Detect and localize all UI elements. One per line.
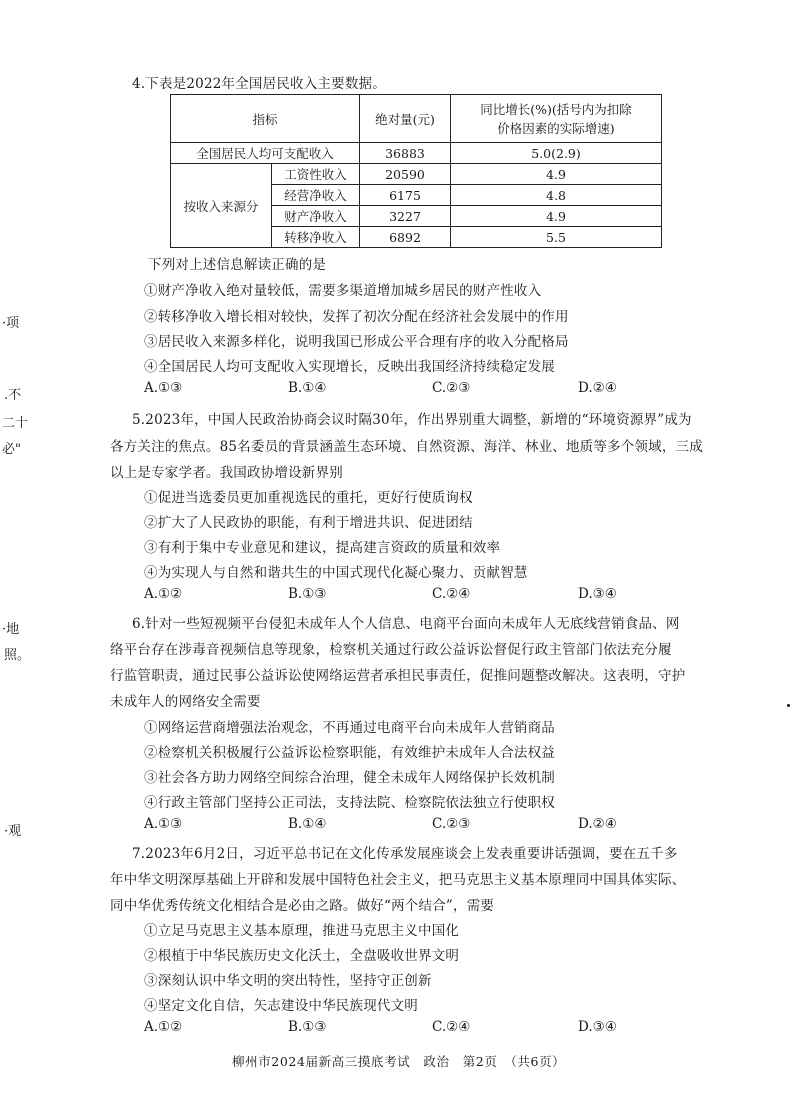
question-6-stem-line: 未成年人的网络安全需要 xyxy=(110,694,261,710)
question-5-item-2: ②扩大了人民政协的职能，有利于增进共识、促进团结 xyxy=(144,515,473,531)
margin-fragment: ·观 xyxy=(4,824,22,839)
question-5-option-c: C.②④ xyxy=(432,586,471,602)
question-6-item-3: ③社会各方助力网络空间综合治理，健全未成年人网络保护长效机制 xyxy=(144,770,555,786)
question-4-item-4: ④全国居民人均可支配收入实现增长，反映出我国经济持续稳定发展 xyxy=(144,359,555,375)
question-4-item-2: ②转移净收入增长相对较快，发挥了初次分配在经济社会发展中的作用 xyxy=(144,309,569,325)
margin-fragment: .不 xyxy=(4,388,22,403)
row-growth: 5.5 xyxy=(451,227,662,248)
total-label: 全国居民人均可支配收入 xyxy=(171,143,360,164)
question-6-option-d: D.②④ xyxy=(578,816,617,832)
question-5-option-b: B.①③ xyxy=(288,586,327,602)
table-header-indicator: 指标 xyxy=(171,95,360,143)
question-6-option-c: C.②③ xyxy=(432,816,471,832)
question-5-stem-line: 5.2023年，中国人民政治协商会议时隔30年，作出界别重大调整，新增的“环境资源界”成为 xyxy=(132,412,692,428)
page-footer: 柳州市2024届新高三摸底考试 政治 第2页 （共6页） xyxy=(232,1054,566,1069)
question-4-item-1: ①财产净收入绝对量较低，需要多渠道增加城乡居民的财产性收入 xyxy=(144,283,542,299)
table-row xyxy=(171,164,662,185)
question-6-item-2: ②检察机关积极履行公益诉讼检察职能，有效维护未成年人合法权益 xyxy=(144,745,555,761)
income-table xyxy=(170,94,662,248)
table-header-absolute: 绝对量(元) xyxy=(360,95,451,143)
question-6-option-b: B.①④ xyxy=(288,816,327,832)
total-value: 36883 xyxy=(360,143,451,164)
group-label: 按收入来源分 xyxy=(171,164,272,248)
question-5-stem-line: 以上是专家学者。我国政协增设新界别 xyxy=(110,465,343,481)
row-label: 转移净收入 xyxy=(272,227,360,248)
question-5-option-d: D.③④ xyxy=(578,586,617,602)
margin-fragment: 二十 xyxy=(2,416,29,431)
question-7-stem-line: 同中华优秀传统文化相结合是必由之路。做好“两个结合”，需要 xyxy=(110,898,495,914)
question-4-prompt: 下列对上述信息解读正确的是 xyxy=(148,257,327,273)
question-4-option-a: A.①③ xyxy=(144,380,183,396)
table-header-growth: 同比增长(%)(括号内为扣除 价格因素的实际增速) xyxy=(451,95,662,143)
question-5-stem-line: 各方关注的焦点。85名委员的背景涵盖生态环境、自然资源、海洋、林业、地质等多个领域，三成 xyxy=(110,439,703,455)
question-5-option-a: A.①② xyxy=(144,586,183,602)
question-5-item-3: ③有利于集中专业意见和建议，提高建言资政的质量和效率 xyxy=(144,540,501,556)
question-4-item-3: ③居民收入来源多样化，说明我国已形成公平合理有序的收入分配格局 xyxy=(144,334,569,350)
row-value: 20590 xyxy=(360,164,451,185)
question-7-option-a: A.①② xyxy=(144,1019,183,1035)
row-growth: 4.8 xyxy=(451,185,662,206)
margin-fragment: ·项 xyxy=(2,316,20,331)
row-value: 6175 xyxy=(360,185,451,206)
question-7-option-b: B.①③ xyxy=(288,1019,327,1035)
question-7-option-d: D.③④ xyxy=(578,1019,617,1035)
question-7-stem-line: 年中华文明深厚基础上开辟和发展中国特色社会主义，把马克思主义基本原理同中国具体实际、 xyxy=(110,872,686,888)
question-7-item-2: ②根植于中华民族历史文化沃土，全盘吸收世界文明 xyxy=(144,948,460,964)
question-7-item-4: ④坚定文化自信，矢志建设中华民族现代文明 xyxy=(144,998,418,1014)
question-6-item-1: ①网络运营商增强法治观念，不再通过电商平台向未成年人营销商品 xyxy=(144,720,555,736)
margin-fragment: ·地 xyxy=(2,622,20,637)
table-row xyxy=(171,143,662,164)
row-growth: 4.9 xyxy=(451,164,662,185)
question-7-option-c: C.②④ xyxy=(432,1019,471,1035)
row-label: 工资性收入 xyxy=(272,164,360,185)
question-6-option-a: A.①③ xyxy=(144,816,183,832)
question-4-option-b: B.①④ xyxy=(288,380,327,396)
row-label: 财产净收入 xyxy=(272,206,360,227)
total-growth: 5.0(2.9) xyxy=(451,143,662,164)
question-7-item-3: ③深刻认识中华文明的突出特性，坚持守正创新 xyxy=(144,973,432,989)
row-value: 3227 xyxy=(360,206,451,227)
margin-fragment: 照。 xyxy=(4,648,31,663)
question-6-stem-line: 6.针对一些短视频平台侵犯未成年人个人信息、电商平台面向未成年人无底线营销食品、网 xyxy=(132,616,680,632)
row-growth: 4.9 xyxy=(451,206,662,227)
margin-fragment: 必" xyxy=(2,442,21,457)
question-6-item-4: ④行政主管部门坚持公正司法，支持法院、检察院依法独立行使职权 xyxy=(144,795,555,811)
question-6-stem-line: 络平台存在涉毒音视频信息等现象，检察机关通过行政公益诉讼督促行政主管部门依法充分履 xyxy=(110,642,672,658)
question-4-stem: 4.下表是2022年全国居民收入主要数据。 xyxy=(132,76,386,92)
question-5-item-1: ①促进当选委员更加重视选民的重托，更好行使质询权 xyxy=(144,490,473,506)
scan-speck xyxy=(787,704,790,707)
question-7-stem-line: 7.2023年6月2日，习近平总书记在文化传承发展座谈会上发表重要讲话强调，要在五千多 xyxy=(132,846,678,862)
question-4-option-c: C.②③ xyxy=(432,380,471,396)
question-4-option-d: D.②④ xyxy=(578,380,617,396)
row-value: 6892 xyxy=(360,227,451,248)
question-6-stem-line: 行监管职责，通过民事公益诉讼使网络运营者承担民事责任，促推问题整改解决。这表明，守护 xyxy=(110,668,686,684)
question-7-item-1: ①立足马克思主义基本原理，推进马克思主义中国化 xyxy=(144,923,460,939)
row-label: 经营净收入 xyxy=(272,185,360,206)
question-5-item-4: ④为实现人与自然和谐共生的中国式现代化凝心聚力、贡献智慧 xyxy=(144,565,528,581)
